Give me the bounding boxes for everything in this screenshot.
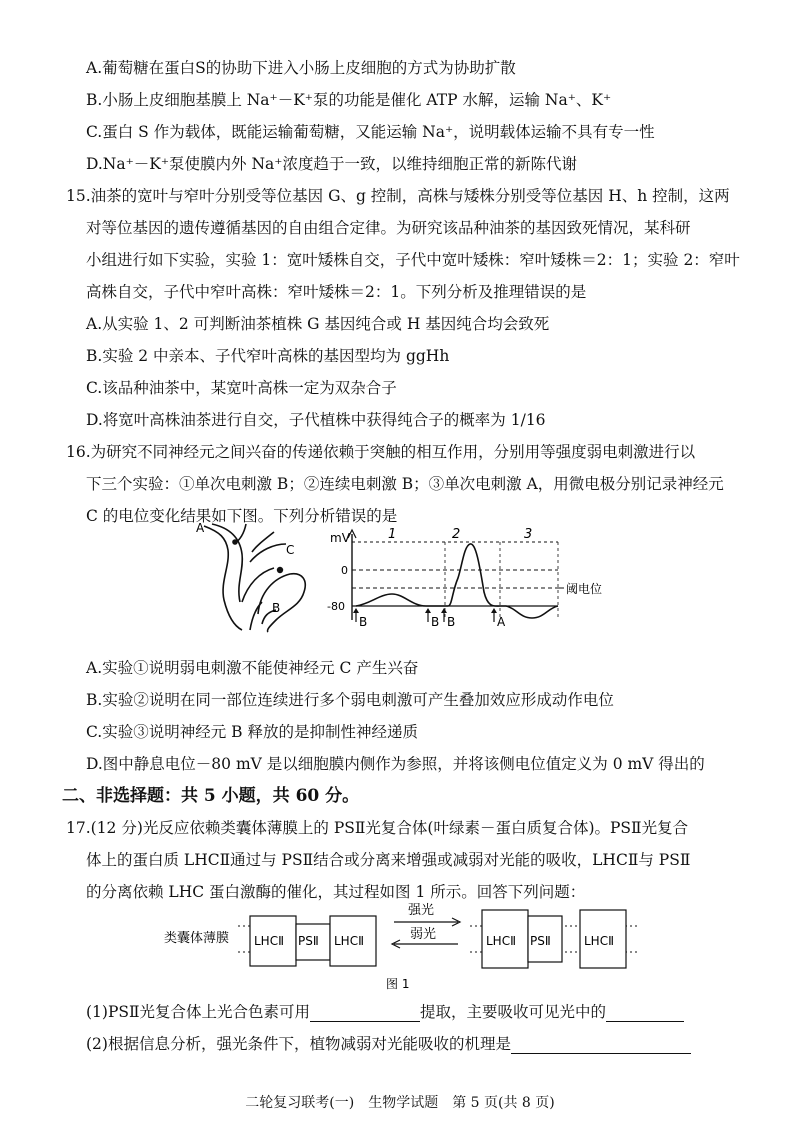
q16-option-c: C.实验③说明神经元 B 释放的是抑制性神经递质 bbox=[86, 723, 418, 741]
neuron-a-nucleus bbox=[232, 539, 238, 545]
figure-1 bbox=[160, 900, 640, 992]
q14-option-c: C.蛋白 S 作为载体，既能运输葡萄糖，又能运输 Na⁺，说明载体运输不具有专一性 bbox=[86, 123, 655, 141]
q17-sub-2 bbox=[86, 1034, 691, 1054]
y-tick-zero: 0 bbox=[341, 564, 348, 577]
svg-text:PSⅡ: PSⅡ bbox=[298, 934, 319, 948]
potential-trace bbox=[356, 544, 558, 618]
q16-stem-3: C 的电位变化结果如下图。下列分析错误的是 bbox=[86, 507, 398, 525]
answer-blank-2[interactable] bbox=[606, 1005, 684, 1022]
q15-option-b: B.实验 2 中亲本、子代窄叶高株的基因型均为 ggHh bbox=[86, 347, 450, 365]
q16-stem-1: 16.为研究不同神经元之间兴奋的传递依赖于突触的相互作用，分别用等强度弱电刺激进行以 bbox=[66, 443, 696, 461]
q17-sub-1-part-b: 提取，主要吸收可见光中的 bbox=[420, 1003, 607, 1021]
figure-1-caption: 图 1 bbox=[386, 977, 410, 991]
q17-sub-1 bbox=[86, 1002, 684, 1022]
q14-option-a: A.葡萄糖在蛋白S的协助下进入小肠上皮细胞的方式为协助扩散 bbox=[86, 59, 516, 77]
weak-light-label-top: 弱光 bbox=[410, 927, 437, 942]
q17-sub-1-part-a: (1)PSⅡ光复合体上光合色素可用 bbox=[86, 1003, 311, 1021]
q16-option-d: D.图中静息电位－80 mV 是以细胞膜内侧作为参照，并将该侧电位值定义为 0 mV 得出的 bbox=[86, 755, 705, 773]
q16-stem-2: 下三个实验：①单次电刺激 B；②连续电刺激 B；③单次电刺激 A，用微电极分别记录神经元 bbox=[86, 475, 724, 493]
exp-label-3: 3 bbox=[524, 527, 533, 542]
neuron-diagram bbox=[204, 524, 305, 632]
q16-option-b: B.实验②说明在同一部位连续进行多个弱电刺激可产生叠加效应形成动作电位 bbox=[86, 691, 614, 709]
svg-text:PSⅡ: PSⅡ bbox=[530, 934, 551, 948]
svg-text:LHCⅡ: LHCⅡ bbox=[254, 934, 284, 948]
y-axis-unit: mV bbox=[330, 531, 350, 545]
answer-blank-3[interactable] bbox=[511, 1037, 691, 1054]
svg-text:LHCⅡ: LHCⅡ bbox=[486, 934, 516, 948]
stim-label-2b: B bbox=[447, 615, 456, 629]
stim-arrow-3 bbox=[491, 608, 497, 613]
threshold-label: 阈电位 bbox=[566, 582, 603, 596]
stim-label-1: B bbox=[359, 615, 368, 629]
page-footer: 二轮复习联考(一) 生物学试题 第 5 页(共 8 页) bbox=[245, 1095, 555, 1111]
neuron-c-nucleus bbox=[277, 567, 283, 573]
q17-stem-1: 17.(12 分)光反应依赖类囊体薄膜上的 PSⅡ光复合体(叶绿素－蛋白质复合体)。PSⅡ光复合 bbox=[66, 819, 689, 837]
q14-option-d: D.Na⁺－K⁺泵使膜内外 Na⁺浓度趋于一致，以维持细胞正常的新陈代谢 bbox=[86, 155, 577, 173]
answer-blank-1[interactable] bbox=[310, 1005, 420, 1022]
q16-figure bbox=[190, 522, 620, 637]
y-tick-rest: -80 bbox=[327, 600, 345, 613]
q15-stem-2: 对等位基因的遗传遵循基因的自由组合定律。为研究该品种油茶的基因致死情况，某科研 bbox=[86, 219, 691, 237]
stim-arrow-1 bbox=[353, 608, 359, 613]
svg-text:LHCⅡ: LHCⅡ bbox=[334, 934, 364, 948]
stim-label-3: A bbox=[497, 615, 506, 629]
q17-stem-3: 的分离依赖 LHC 蛋白激酶的催化，其过程如图 1 所示。回答下列问题： bbox=[86, 883, 586, 901]
q15-option-a: A.从实验 1、2 可判断油茶植株 G 基因纯合或 H 基因纯合均会致死 bbox=[86, 315, 550, 333]
exp-label-2: 2 bbox=[452, 527, 461, 542]
q15-stem-3: 小组进行如下实验，实验 1：宽叶矮株自交，子代中宽叶矮株：窄叶矮株＝2：1；实验 2：窄叶 bbox=[86, 251, 740, 269]
neuron-label-b: B bbox=[272, 601, 281, 615]
stim-arrow-2a bbox=[425, 608, 431, 613]
q16-option-a: A.实验①说明弱电刺激不能使神经元 C 产生兴奋 bbox=[86, 659, 419, 677]
q15-option-d: D.将宽叶高株油茶进行自交，子代植株中获得纯合子的概率为 1/16 bbox=[86, 411, 546, 429]
svg-text:LHCⅡ: LHCⅡ bbox=[584, 934, 614, 948]
exp-label-1: 1 bbox=[388, 527, 397, 542]
q17-sub-2-text: (2)根据信息分析，强光条件下，植物减弱对光能吸收的机理是 bbox=[86, 1035, 511, 1053]
membrane-label: 类囊体薄膜 bbox=[164, 931, 230, 946]
neuron-label-a: A bbox=[196, 522, 205, 535]
q17-stem-2: 体上的蛋白质 LHCⅡ通过与 PSⅡ结合或分离来增强或减弱对光能的吸收，LHCⅡ与 PSⅡ bbox=[86, 851, 691, 869]
stim-arrow-2b bbox=[441, 608, 447, 613]
q15-option-c: C.该品种油茶中，某宽叶高株一定为双杂合子 bbox=[86, 379, 397, 397]
stim-label-2a: B bbox=[431, 615, 440, 629]
strong-light-label: 强光 bbox=[408, 903, 435, 918]
section-heading: 二、非选择题：共 5 小题，共 60 分。 bbox=[62, 786, 360, 806]
q14-option-b: B.小肠上皮细胞基膜上 Na⁺－K⁺泵的功能是催化 ATP 水解，运输 Na⁺、K⁺ bbox=[86, 91, 612, 109]
q15-stem-1: 15.油茶的宽叶与窄叶分别受等位基因 G、g 控制，高株与矮株分别受等位基因 H、h 控制，这两 bbox=[66, 187, 730, 205]
q15-stem-4: 高株自交，子代中窄叶高株：窄叶矮株＝2：1。下列分析及推理错误的是 bbox=[86, 283, 587, 301]
neuron-label-c: C bbox=[286, 543, 295, 557]
